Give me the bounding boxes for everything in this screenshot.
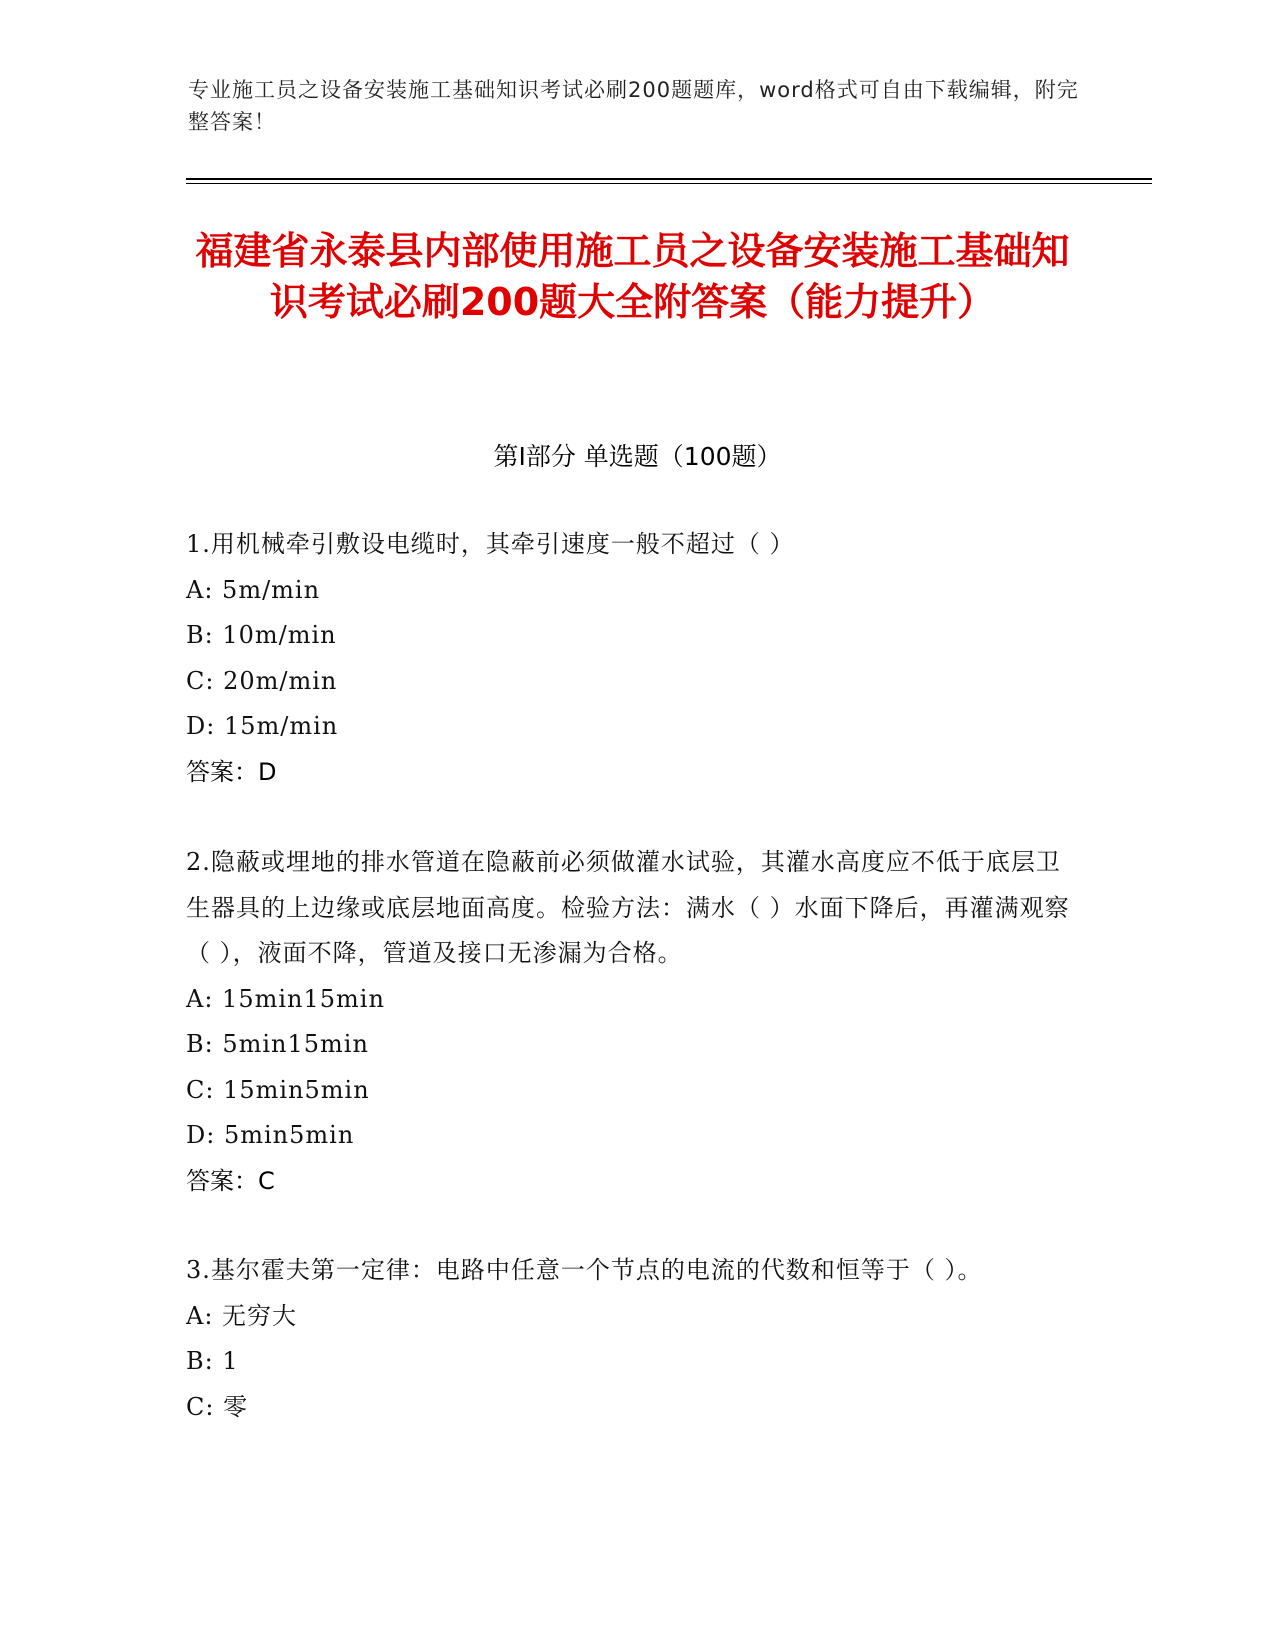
option-b: B: 10m/min	[186, 621, 337, 649]
section-title: 第Ⅰ部分 单选题（100题）	[493, 442, 782, 471]
question-3	[186, 1248, 1076, 1430]
option-d: D: 15m/min	[186, 712, 339, 740]
question-stem: 3.基尔霍夫第一定律：电路中任意一个节点的电流的代数和恒等于（ ）。	[186, 1256, 983, 1284]
question-stem: 1.用机械牵引敷设电缆时，其牵引速度一般不超过（ ）	[186, 530, 795, 558]
header-divider-thin	[186, 183, 1152, 184]
option-c: C: 15min5min	[186, 1075, 370, 1104]
option-b: B: 1	[186, 1347, 239, 1375]
option-a: A: 5m/min	[186, 575, 321, 604]
question-stem: 2.隐蔽或埋地的排水管道在隐蔽前必须做灌水试验，其灌水高度应不低于底层卫生器具的上边缘或底层地面高度。检验方法：满水（ ）水面下降后，再灌满观察（ ），液面不降，管道及接口无渗漏为合格。	[186, 848, 1070, 967]
answer-line: 答案：C	[186, 1166, 275, 1195]
option-c: C: 零	[186, 1392, 249, 1421]
answer-line: 答案：D	[186, 757, 277, 786]
question-1	[186, 522, 1076, 795]
document-title: 福建省永泰县内部使用施工员之设备安装施工基础知识考试必刷200题大全附答案（能力提升）	[195, 229, 1070, 324]
option-c: C: 20m/min	[186, 666, 338, 695]
option-b: B: 5min15min	[186, 1030, 369, 1058]
header-note: 专业施工员之设备安装施工基础知识考试必刷200题题库，word格式可自由下载编辑，附完整答案！	[188, 78, 1079, 134]
question-2	[186, 840, 1076, 1204]
option-d: D: 5min5min	[186, 1121, 355, 1149]
header-divider-thick	[186, 178, 1152, 180]
option-a: A: 无穷大	[186, 1301, 298, 1330]
option-a: A: 15min15min	[186, 984, 385, 1013]
